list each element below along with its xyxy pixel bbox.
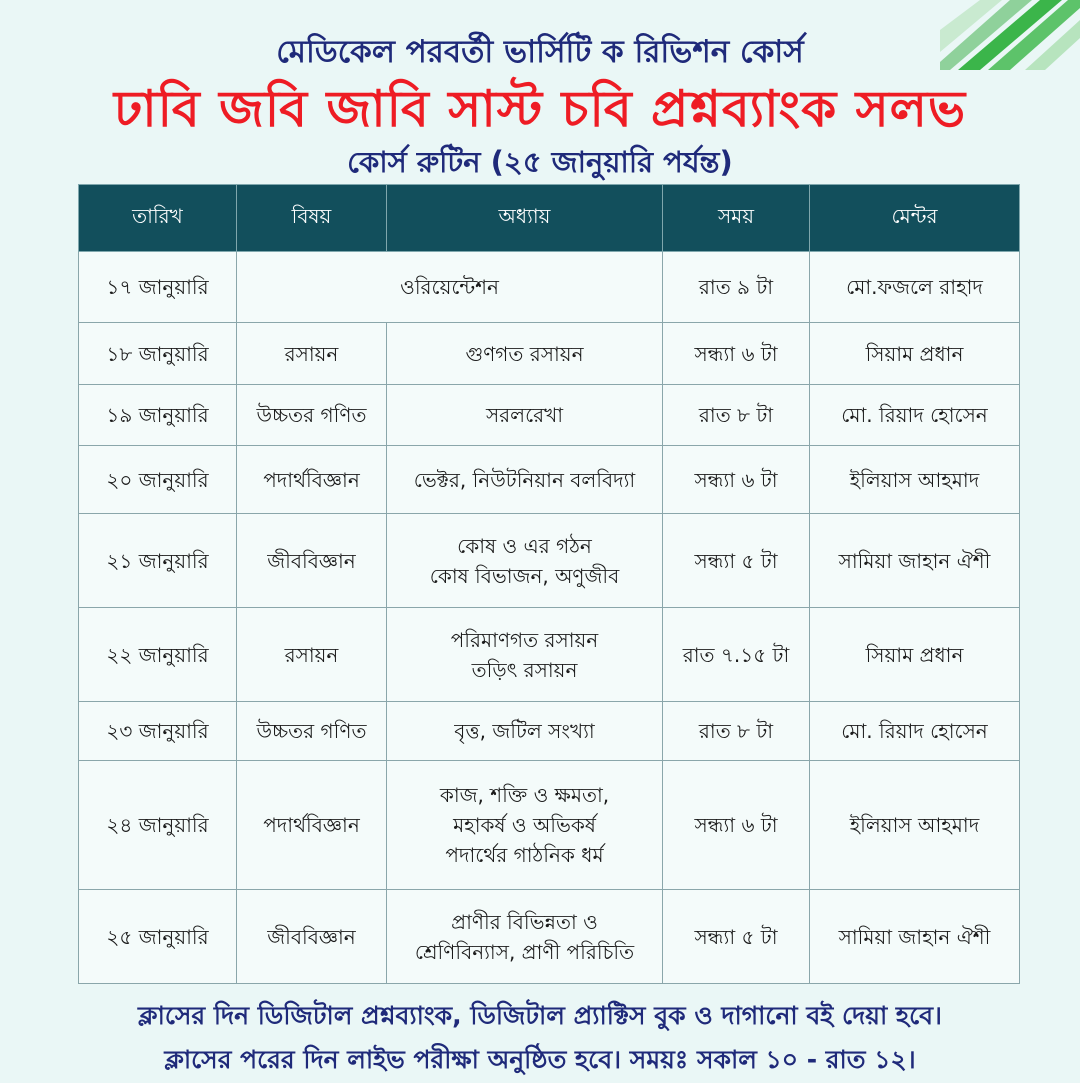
table-row xyxy=(79,323,1020,385)
routine-table xyxy=(78,184,1020,984)
header-mentor: মেন্টর xyxy=(810,185,1020,252)
row-mentor: ইলিয়াস আহমাদ xyxy=(810,761,1020,890)
row-mentor: সিয়াম প্রধান xyxy=(810,608,1020,702)
topic-line: মহাকর্ষ ও অভিকর্ষ xyxy=(453,813,596,837)
row-chapter xyxy=(387,446,663,514)
topic-line: ওরিয়েন্টেশন xyxy=(400,275,499,299)
row-chapter xyxy=(387,323,663,385)
row-mentor: মো. রিয়াদ হোসেন xyxy=(810,385,1020,446)
row-chapter xyxy=(387,761,663,890)
row-mentor: সামিয়া জাহান ঐশী xyxy=(810,514,1020,608)
footer-note-materials: ক্লাসের দিন ডিজিটাল প্রশ্নব্যাংক, ডিজিটাল প্র্যাক্টিস বুক ও দাগানো বই দেয়া হবে। xyxy=(138,1001,942,1030)
row-chapter xyxy=(387,514,663,608)
row-time: সন্ধ্যা ৬ টা xyxy=(663,323,810,385)
row-date: ১৯ জানুয়ারি xyxy=(79,385,237,446)
footer-note-exam: ক্লাসের পরের দিন লাইভ পরীক্ষা অনুষ্ঠিত হবে। সময়ঃ সকাল ১০ - রাত ১২। xyxy=(164,1045,916,1074)
header-date: তারিখ xyxy=(79,185,237,252)
row-mentor: সামিয়া জাহান ঐশী xyxy=(810,890,1020,984)
page-title: ঢাবি জবি জাবি সাস্ট চবি প্রশ্নব্যাংক সলভ xyxy=(113,80,967,138)
row-date: ২০ জানুয়ারি xyxy=(79,446,237,514)
table-row xyxy=(79,761,1020,890)
topic-line: বৃত্ত, জটিল সংখ্যা xyxy=(454,719,595,743)
table-row xyxy=(79,446,1020,514)
topic-line: তড়িৎ রসায়ন xyxy=(471,657,578,682)
row-chapter xyxy=(237,252,663,323)
table-row xyxy=(79,608,1020,702)
topic-line: পদার্থের গাঠনিক ধর্ম xyxy=(445,843,604,867)
row-time: রাত ৭.১৫ টা xyxy=(663,608,810,702)
row-date: ১৭ জানুয়ারি xyxy=(79,252,237,323)
row-chapter xyxy=(387,702,663,761)
row-mentor: মো.ফজলে রাহাদ xyxy=(810,252,1020,323)
row-subject: জীববিজ্ঞান xyxy=(237,890,387,984)
row-subject: উচ্চতর গণিত xyxy=(237,702,387,761)
row-date: ২৪ জানুয়ারি xyxy=(79,761,237,890)
row-subject: রসায়ন xyxy=(237,608,387,702)
row-subject: পদার্থবিজ্ঞান xyxy=(237,761,387,890)
row-time: সন্ধ্যা ৫ টা xyxy=(663,890,810,984)
table-row xyxy=(79,890,1020,984)
row-date: ২৩ জানুয়ারি xyxy=(79,702,237,761)
row-date: ২২ জানুয়ারি xyxy=(79,608,237,702)
row-time: রাত ৮ টা xyxy=(663,702,810,761)
row-mentor: ইলিয়াস আহমাদ xyxy=(810,446,1020,514)
row-subject: জীববিজ্ঞান xyxy=(237,514,387,608)
row-time: রাত ৮ টা xyxy=(663,385,810,446)
routine-caption: কোর্স রুটিন (২৫ জানুয়ারি পর্যন্ত) xyxy=(347,145,733,179)
row-mentor: মো. রিয়াদ হোসেন xyxy=(810,702,1020,761)
row-date: ২১ জানুয়ারি xyxy=(79,514,237,608)
table-row xyxy=(79,702,1020,761)
row-chapter xyxy=(387,890,663,984)
row-time: রাত ৯ টা xyxy=(663,252,810,323)
topic-line: পরিমাণগত রসায়ন xyxy=(450,627,599,652)
row-chapter xyxy=(387,385,663,446)
header-chapter: অধ্যায় xyxy=(387,185,663,252)
table-row xyxy=(79,385,1020,446)
table-header-row xyxy=(79,185,1020,252)
topic-line: শ্রেণিবিন্যাস, প্রাণী পরিচিতি xyxy=(414,939,635,964)
topic-line: প্রাণীর বিভিন্নতা ও xyxy=(451,909,598,934)
header-subject: বিষয় xyxy=(237,185,387,252)
header-time: সময় xyxy=(663,185,810,252)
topic-line: কোষ ও এর গঠন xyxy=(457,533,592,558)
topic-line: কাজ, শক্তি ও ক্ষমতা, xyxy=(439,783,610,807)
row-time: সন্ধ্যা ৬ টা xyxy=(663,446,810,514)
table-row xyxy=(79,514,1020,608)
topic-line: গুণগত রসায়ন xyxy=(465,341,584,366)
topic-line: ভেক্টর, নিউটনিয়ান বলবিদ্যা xyxy=(413,467,636,492)
table-row xyxy=(79,252,1020,323)
course-subtitle: মেডিকেল পরবর্তী ভার্সিটি ক রিভিশন কোর্স xyxy=(276,34,804,70)
row-date: ২৫ জানুয়ারি xyxy=(79,890,237,984)
row-date: ১৮ জানুয়ারি xyxy=(79,323,237,385)
row-subject: রসায়ন xyxy=(237,323,387,385)
row-mentor: সিয়াম প্রধান xyxy=(810,323,1020,385)
row-subject: উচ্চতর গণিত xyxy=(237,385,387,446)
topic-line: সরলরেখা xyxy=(485,403,564,427)
row-time: সন্ধ্যা ৬ টা xyxy=(663,761,810,890)
row-chapter xyxy=(387,608,663,702)
row-subject: পদার্থবিজ্ঞান xyxy=(237,446,387,514)
topic-line: কোষ বিভাজন, অণুজীব xyxy=(429,563,620,588)
row-time: সন্ধ্যা ৫ টা xyxy=(663,514,810,608)
